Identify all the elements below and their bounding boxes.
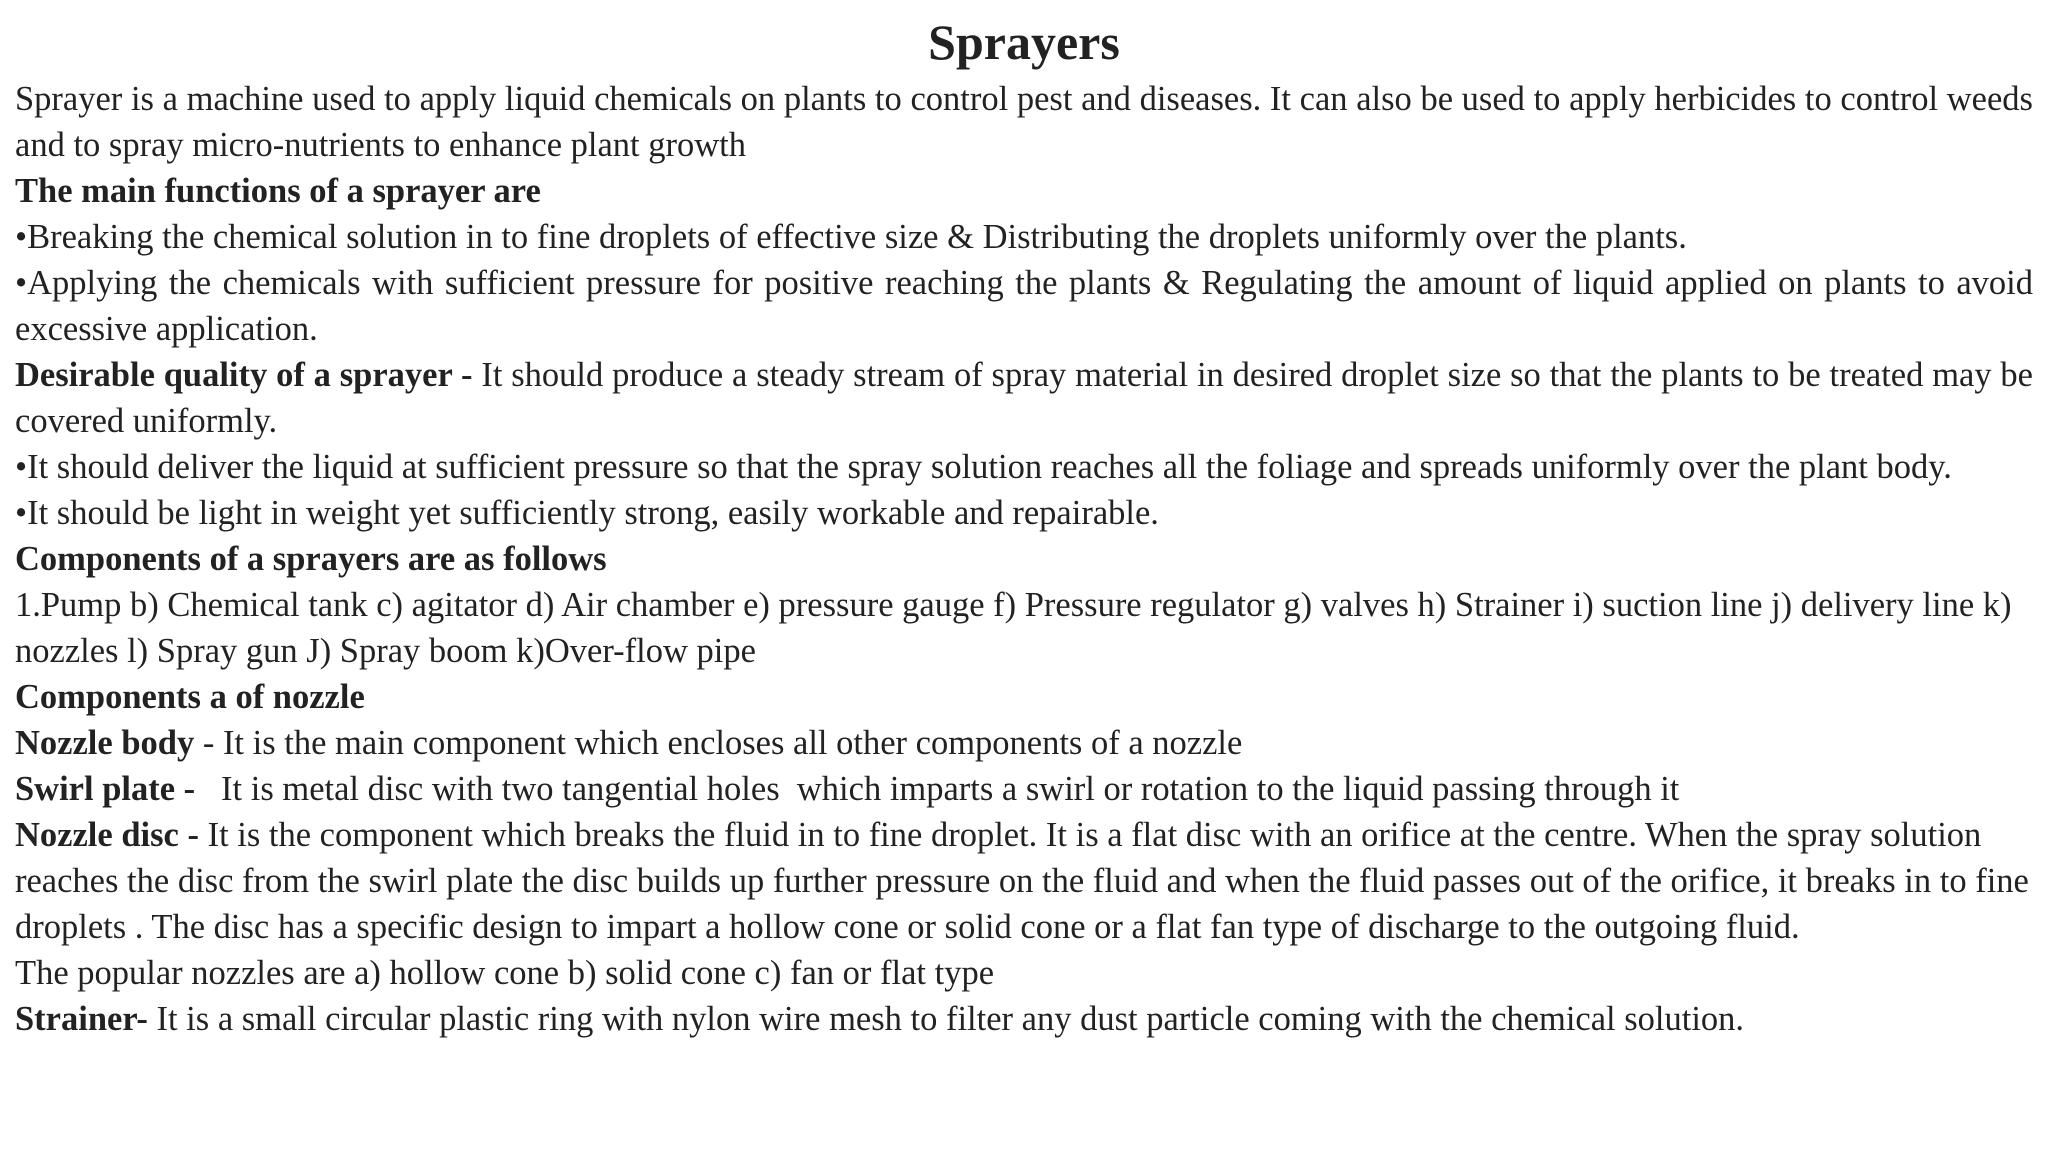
page-title: Sprayers <box>928 14 1120 70</box>
desirable-quality-text: It should produce a steady stream of spray material in desired droplet size so that the plants to be treated may be covered uniformly. <box>15 356 2033 440</box>
strainer-text: It is a small circular plastic ring with nylon wire mesh to filter any dust particle coming with the chemical solution. <box>147 1000 1745 1038</box>
desirable-quality-label: Desirable quality of a sprayer - <box>15 356 482 394</box>
desirable-quality-paragraph <box>15 352 2033 444</box>
strainer-label: Strainer- <box>15 1000 148 1038</box>
functions-heading: The main functions of a sprayer are <box>15 172 541 210</box>
components-heading: Components of a sprayers are as follows <box>15 540 607 578</box>
swirl-plate-label: Swirl plate - <box>15 770 204 808</box>
document-page <box>15 14 2033 1042</box>
nozzle-components-heading: Components a of nozzle <box>15 678 365 716</box>
desirable-item-2: •It should deliver the liquid at sufficient pressure so that the spray solution reaches all the foliage and spreads uniformly over the plant body. <box>15 448 1952 486</box>
nozzle-disc-label: Nozzle disc - <box>15 816 208 854</box>
nozzle-body-paragraph <box>15 720 2033 766</box>
nozzle-body-text: - It is the main component which encloses all other components of a nozzle <box>194 724 1243 762</box>
nozzle-disc-paragraph <box>15 812 2033 950</box>
function-item-2: •Applying the chemicals with sufficient pressure for positive reaching the plants & Regulating the amount of liquid applied on plants to avoid excessive application. <box>15 264 2033 348</box>
function-item-1: •Breaking the chemical solution in to fine droplets of effective size & Distributing the droplets uniformly over the plants. <box>15 218 1687 256</box>
strainer-paragraph <box>15 996 2033 1042</box>
intro-paragraph: Sprayer is a machine used to apply liquid chemicals on plants to control pest and diseases. It can also be used to apply herbicides to control weeds and to spray micro-nutrients to enhance plant growth <box>15 80 2033 164</box>
nozzle-disc-text: It is the component which breaks the fluid in to fine droplet. It is a flat disc with an orifice at the centre. When the spray solution reaches the disc from the swirl plate the disc builds up further pressure on the fluid and when the fluid passes out of the orifice, it breaks in to fine droplets . The disc has a specific design to impart a hollow cone or solid cone or a flat fan type of discharge to the outgoing fluid. <box>15 816 2029 946</box>
nozzle-body-label: Nozzle body <box>15 724 195 762</box>
swirl-plate-text: It is metal disc with two tangential holes which imparts a swirl or rotation to the liquid passing through it <box>203 770 1680 808</box>
desirable-item-3: •It should be light in weight yet sufficiently strong, easily workable and repairable. <box>15 494 1159 532</box>
components-list: 1.Pump b) Chemical tank c) agitator d) Air chamber e) pressure gauge f) Pressure regulator g) valves h) Strainer i) suction line j) delivery line k) nozzles l) Spray gun J) Spray boom k)Over-flow pipe <box>15 586 2012 670</box>
popular-nozzles-line: The popular nozzles are a) hollow cone b) solid cone c) fan or flat type <box>15 954 995 992</box>
swirl-plate-paragraph <box>15 766 2033 812</box>
